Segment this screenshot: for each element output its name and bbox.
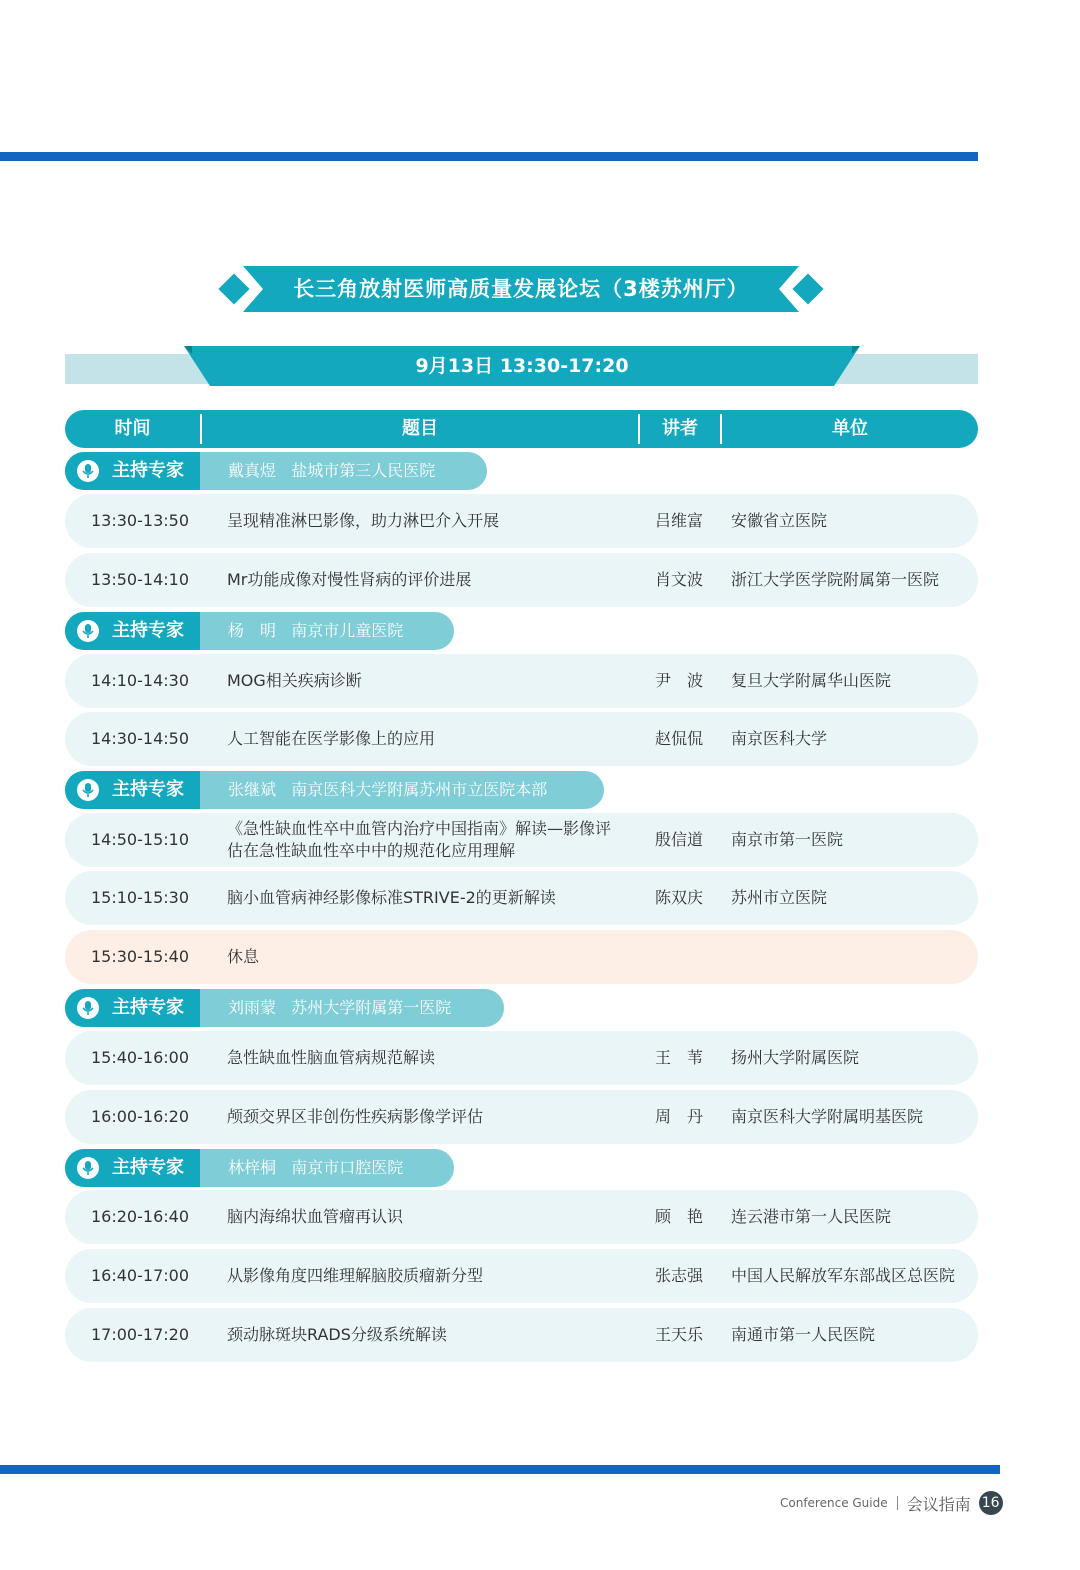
session-unit: 南京市第一医院 <box>731 830 844 849</box>
host-label-block <box>65 989 200 1027</box>
session-time: 15:10-15:30 <box>91 888 189 907</box>
session-time: 14:50-15:10 <box>91 830 189 849</box>
session-time: 13:30-13:50 <box>91 511 189 530</box>
session-unit: 复旦大学附属华山医院 <box>731 671 892 690</box>
session-speaker: 张志强 <box>655 1266 704 1285</box>
break-row <box>65 930 978 984</box>
header-time: 时间 <box>114 418 151 439</box>
session-speaker: 顾 艳 <box>655 1207 704 1226</box>
session-speaker: 王 苇 <box>655 1048 704 1067</box>
session-time: 15:30-15:40 <box>91 947 189 966</box>
session-speaker: 赵侃侃 <box>655 729 704 748</box>
session-topic: 从影像角度四维理解脑胶质瘤新分型 <box>227 1266 484 1285</box>
session-topic: 急性缺血性脑血管病规范解读 <box>227 1048 436 1067</box>
session-topic: 《急性缺血性卒中血管内治疗中国指南》解读—影像评估在急性缺血性卒中中的规范化应用理解 <box>227 819 612 860</box>
host-unit: 南京市儿童医院 <box>291 621 404 640</box>
footer <box>780 1490 1003 1516</box>
host-label-block <box>65 771 200 809</box>
session-topic: Mr功能成像对慢性肾病的评价进展 <box>227 570 472 589</box>
footer-divider <box>897 1496 898 1510</box>
session-row <box>65 1308 978 1362</box>
session-unit: 苏州市立医院 <box>731 888 828 907</box>
host-label: 主持专家 <box>112 1157 184 1178</box>
host-person: 戴真煜 <box>228 461 277 480</box>
header-speaker: 讲者 <box>662 418 698 439</box>
session-topic: 脑内海绵状血管瘤再认识 <box>227 1207 404 1226</box>
session-unit: 浙江大学医学院附属第一医院 <box>731 570 940 589</box>
session-time: 15:40-16:00 <box>91 1048 189 1067</box>
session-topic: 休息 <box>227 947 260 966</box>
session-time: 16:00-16:20 <box>91 1107 189 1126</box>
session-row <box>65 1031 978 1085</box>
session-speaker: 周 丹 <box>655 1107 704 1126</box>
session-time: 14:30-14:50 <box>91 729 189 748</box>
session-time: 16:40-17:00 <box>91 1266 189 1285</box>
microphone-icon <box>77 620 99 642</box>
session-time: 13:50-14:10 <box>91 570 189 589</box>
host-person: 杨 明 <box>228 621 277 640</box>
session-row <box>65 654 978 708</box>
host-label: 主持专家 <box>112 620 184 641</box>
host-unit: 南京医科大学附属苏州市立医院本部 <box>291 780 548 799</box>
session-row <box>65 813 978 867</box>
session-topic: 人工智能在医学影像上的应用 <box>227 729 436 748</box>
session-unit: 中国人民解放军东部战区总医院 <box>731 1266 956 1285</box>
microphone-icon <box>77 460 99 482</box>
session-speaker: 王天乐 <box>655 1325 704 1344</box>
session-speaker: 殷信道 <box>655 830 704 849</box>
session-row <box>65 1090 978 1144</box>
session-topic: 呈现精准淋巴影像，助力淋巴介入开展 <box>227 511 500 530</box>
date-banner <box>184 346 860 386</box>
host-label-block <box>65 452 200 490</box>
header-unit: 单位 <box>832 418 868 439</box>
microphone-icon <box>77 779 99 801</box>
session-time: 14:10-14:30 <box>91 671 189 690</box>
session-time: 17:00-17:20 <box>91 1325 189 1344</box>
host-name <box>228 452 435 490</box>
page-number: 16 <box>979 1491 1003 1515</box>
host-label: 主持专家 <box>112 779 184 800</box>
host-unit: 苏州大学附属第一医院 <box>291 998 452 1017</box>
table-header <box>65 410 978 448</box>
session-unit: 连云港市第一人民医院 <box>731 1207 892 1226</box>
session-topic: 颈动脉斑块RADS分级系统解读 <box>227 1325 447 1344</box>
host-label-block <box>65 612 200 650</box>
host-name <box>228 989 451 1027</box>
top-rule <box>0 152 978 161</box>
host-label: 主持专家 <box>112 997 184 1018</box>
session-date-time: 9月13日 13:30-17:20 <box>415 355 629 377</box>
header-topic: 题目 <box>402 418 438 439</box>
microphone-icon <box>77 997 99 1019</box>
session-row <box>65 1190 978 1244</box>
session-topic: 脑小血管病神经影像标准STRIVE-2的更新解读 <box>227 888 556 907</box>
session-row <box>65 1249 978 1303</box>
session-speaker: 吕维富 <box>655 511 704 530</box>
session-speaker: 尹 波 <box>655 671 704 690</box>
host-person: 张继斌 <box>228 780 277 799</box>
host-person: 刘雨蒙 <box>228 998 277 1017</box>
session-speaker: 陈双庆 <box>655 888 704 907</box>
host-label: 主持专家 <box>112 460 184 481</box>
host-unit: 南京市口腔医院 <box>291 1158 404 1177</box>
host-label-block <box>65 1149 200 1187</box>
page-title: 长三角放射医师高质量发展论坛（3楼苏州厅） <box>293 277 749 301</box>
footer-english: Conference Guide <box>780 1496 888 1510</box>
session-time: 16:20-16:40 <box>91 1207 189 1226</box>
session-row <box>65 712 978 766</box>
footer-chinese: 会议指南 <box>906 1494 971 1514</box>
host-person: 林梓桐 <box>228 1158 277 1177</box>
session-topic: MOG相关疾病诊断 <box>227 671 362 690</box>
host-unit: 盐城市第三人民医院 <box>291 461 436 480</box>
bottom-rule <box>0 1465 1000 1474</box>
microphone-icon <box>77 1157 99 1179</box>
session-row <box>65 494 978 548</box>
title-banner <box>243 266 799 312</box>
session-row <box>65 871 978 925</box>
session-row <box>65 553 978 607</box>
session-unit: 安徽省立医院 <box>731 511 828 530</box>
host-name <box>228 771 547 809</box>
session-topic: 颅颈交界区非创伤性疾病影像学评估 <box>227 1107 484 1126</box>
session-unit: 扬州大学附属医院 <box>731 1048 860 1067</box>
session-unit: 南通市第一人民医院 <box>731 1325 876 1344</box>
session-unit: 南京医科大学 <box>731 729 828 748</box>
session-speaker: 肖文波 <box>655 570 704 589</box>
host-name <box>228 612 403 650</box>
session-unit: 南京医科大学附属明基医院 <box>731 1107 924 1126</box>
host-name <box>228 1149 403 1187</box>
